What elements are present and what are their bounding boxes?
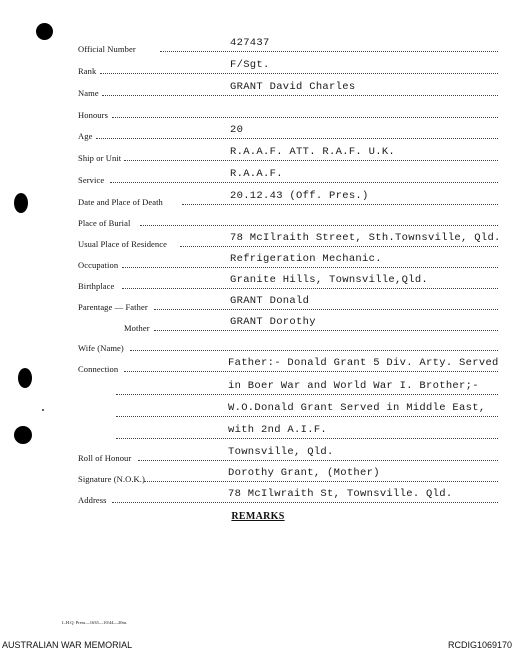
field-connection-continued	[78, 402, 498, 419]
field-place-of-burial	[78, 214, 498, 228]
field-value: 78 McIlwraith St, Townsville. Qld.	[228, 488, 453, 500]
field-parentage-mother	[78, 316, 498, 333]
field-value: 20.12.43 (Off. Pres.)	[230, 190, 369, 202]
field-date-place-death	[78, 190, 498, 207]
field-value: 78 McIlraith Street, Sth.Townsville, Qld.	[230, 232, 501, 244]
footer-record-id: RCDIG1069170	[447, 640, 512, 650]
field-value-line: with 2nd A.I.F.	[228, 424, 328, 436]
field-value: Granite Hills, Townsville,Qld.	[230, 274, 429, 286]
field-ship-or-unit	[78, 146, 498, 163]
field-value: R.A.A.F. ATT. R.A.F. U.K.	[230, 146, 396, 158]
field-usual-residence	[78, 232, 501, 249]
field-official-number	[78, 37, 498, 54]
punch-hole-upper-mid	[14, 193, 28, 213]
field-label: Connection	[78, 364, 119, 374]
field-label: Official Number	[78, 44, 136, 54]
field-birthplace	[78, 274, 498, 291]
footer-archive-name: AUSTRALIAN WAR MEMORIAL	[2, 640, 133, 650]
field-honours	[78, 106, 498, 120]
field-label: Birthplace	[78, 281, 115, 291]
field-value: R.A.A.F.	[230, 168, 283, 180]
field-roll-of-honour	[78, 446, 498, 463]
field-value-line: Father:- Donald Grant 5 Div. Arty. Served	[228, 357, 499, 369]
field-label: Honours	[78, 110, 108, 120]
remarks-heading: REMARKS	[231, 511, 285, 522]
field-value: 20	[230, 124, 244, 136]
field-value: Dorothy Grant, (Mother)	[228, 467, 380, 479]
field-value: GRANT Dorothy	[230, 316, 316, 328]
field-occupation	[78, 253, 498, 270]
field-rank	[78, 59, 498, 76]
field-value: 427437	[230, 37, 270, 49]
punch-hole-bottom	[14, 426, 32, 444]
field-value: Refrigeration Mechanic.	[230, 253, 382, 265]
field-label: Signature (N.O.K.)	[78, 474, 145, 484]
field-label: Parentage — Father	[78, 302, 148, 312]
field-value: F/Sgt.	[230, 59, 270, 71]
field-address	[78, 488, 498, 505]
field-name	[78, 81, 498, 98]
punch-hole-lower-mid	[18, 368, 32, 388]
field-value: GRANT Donald	[230, 295, 310, 307]
field-service	[78, 168, 498, 185]
stray-mark	[42, 409, 44, 411]
field-parentage-father	[78, 295, 498, 312]
field-value: Townsville, Qld.	[228, 446, 334, 458]
printer-imprint: L.H.Q. Press—1635—10/44—20m.	[62, 620, 128, 625]
field-label: Address	[78, 495, 107, 505]
field-label: Wife (Name)	[78, 343, 124, 353]
field-label: Occupation	[78, 260, 119, 270]
field-connection	[78, 357, 499, 374]
field-label: Ship or Unit	[78, 153, 122, 163]
field-connection-continued	[78, 424, 498, 441]
field-value-line: W.O.Donald Grant Served in Middle East,	[228, 402, 486, 414]
field-label: Rank	[78, 66, 97, 76]
field-label: Mother	[124, 323, 150, 333]
field-connection-continued	[78, 380, 498, 397]
field-label: Roll of Honour	[78, 453, 132, 463]
field-label: Place of Burial	[78, 218, 131, 228]
punch-hole-top	[36, 23, 53, 40]
field-value-line: in Boer War and World War I. Brother;-	[228, 380, 479, 392]
field-label: Date and Place of Death	[78, 197, 163, 207]
field-label: Age	[78, 131, 93, 141]
field-label: Service	[78, 175, 105, 185]
field-label: Usual Place of Residence	[78, 239, 168, 249]
field-signature-nok	[78, 467, 498, 484]
field-label: Name	[78, 88, 99, 98]
field-age	[78, 124, 498, 141]
field-wife	[78, 339, 498, 353]
field-value: GRANT David Charles	[230, 81, 356, 93]
